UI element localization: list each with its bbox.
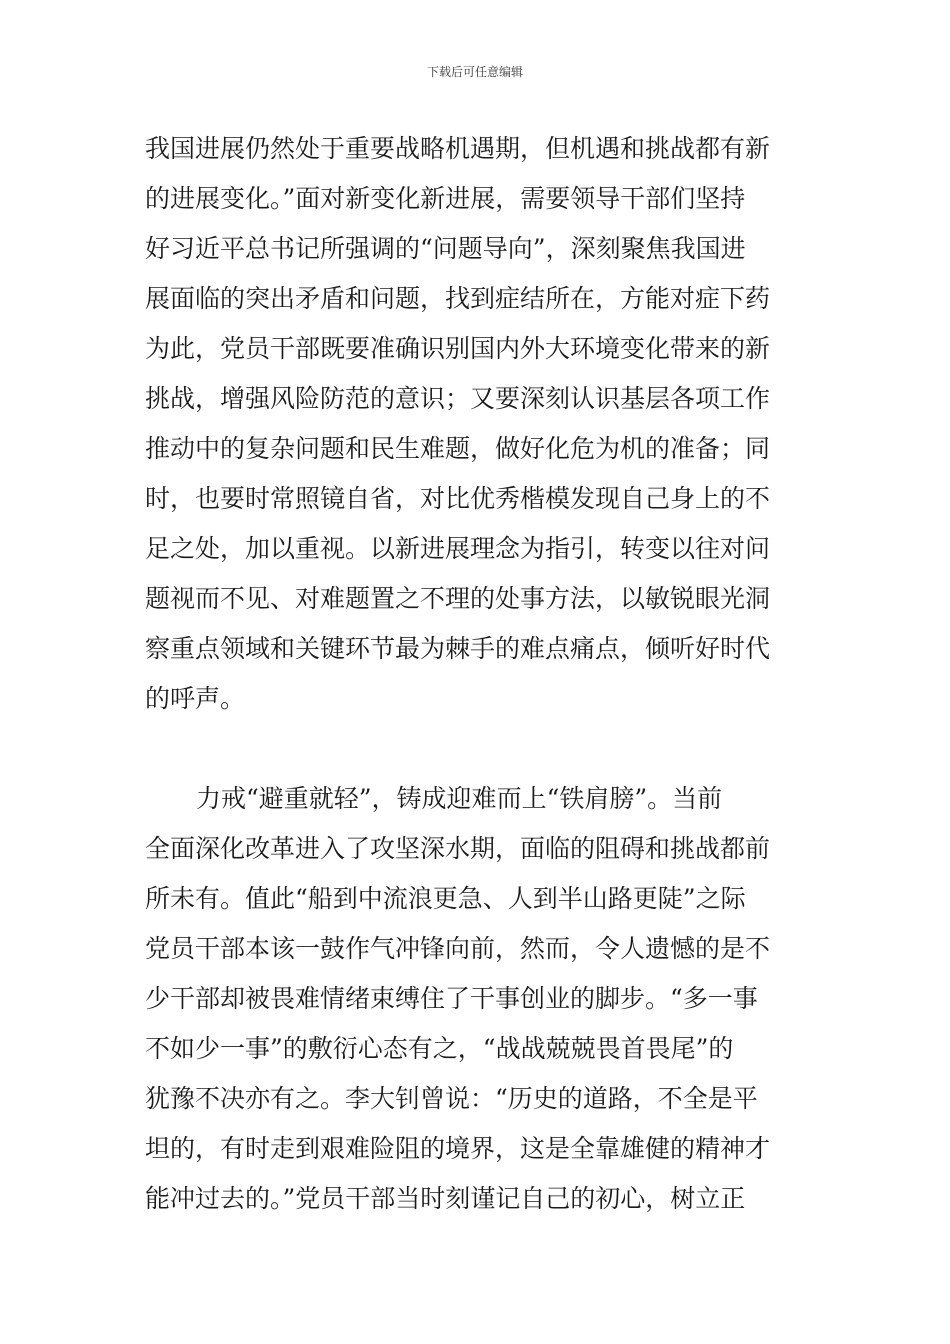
text-line: 时，也要时常照镜自省，对比优秀楷模发现自己身上的不 — [145, 484, 771, 513]
text-line: 党员干部本该一鼓作气冲锋向前，然而，令人遗憾的是不 — [145, 934, 771, 963]
text-line: 所未有。值此“船到中流浪更急、人到半山路更陡”之际 — [145, 884, 746, 913]
text-line: 犹豫不决亦有之。李大钊曾说：“历史的道路，不全是平 — [145, 1084, 758, 1113]
text-line: 我国进展仍然处于重要战略机遇期，但机遇和挑战都有新 — [145, 134, 771, 163]
text-line: 的呼声。 — [145, 684, 246, 713]
text-line: 好习近平总书记所强调的“问题导向”，深刻聚焦我国进 — [145, 234, 746, 263]
text-line: 坦的，有时走到艰难险阻的境界，这是全靠雄健的精神才 — [145, 1134, 771, 1163]
text-line: 足之处，加以重视。以新进展理念为指引，转变以往对问 — [145, 534, 771, 563]
text-line: 力戒“避重就轻”，铸成迎难而上“铁肩膀”。当前 — [196, 784, 723, 813]
text-line: 推动中的复杂问题和民生难题，做好化危为机的准备；同 — [145, 434, 771, 463]
text-line: 能冲过去的。”党员干部当时刻谨记自己的初心，树立正 — [145, 1184, 746, 1213]
text-line: 展面临的突出矛盾和问题，找到症结所在，方能对症下药 — [145, 284, 771, 313]
text-line: 不如少一事”的敷衍心态有之，“战战兢兢畏首畏尾”的 — [145, 1034, 734, 1063]
text-line: 全面深化改革进入了攻坚深水期，面临的阻碍和挑战都前 — [145, 834, 771, 863]
text-line: 的进展变化。”面对新变化新进展，需要领导干部们坚持 — [145, 184, 746, 213]
text-line: 察重点领域和关键环节最为棘手的难点痛点，倾听好时代 — [145, 634, 771, 663]
page-header: 下载后可任意编辑 — [426, 65, 523, 79]
text-line: 少干部却被畏难情绪束缚住了干事创业的脚步。“多一事 — [145, 984, 758, 1013]
text-line: 题视而不见、对难题置之不理的处事方法，以敏锐眼光洞 — [145, 584, 771, 613]
text-line: 为此，党员干部既要准确识别国内外大环境变化带来的新 — [145, 334, 771, 363]
text-line: 挑战，增强风险防范的意识；又要深刻认识基层各项工作 — [145, 384, 771, 413]
